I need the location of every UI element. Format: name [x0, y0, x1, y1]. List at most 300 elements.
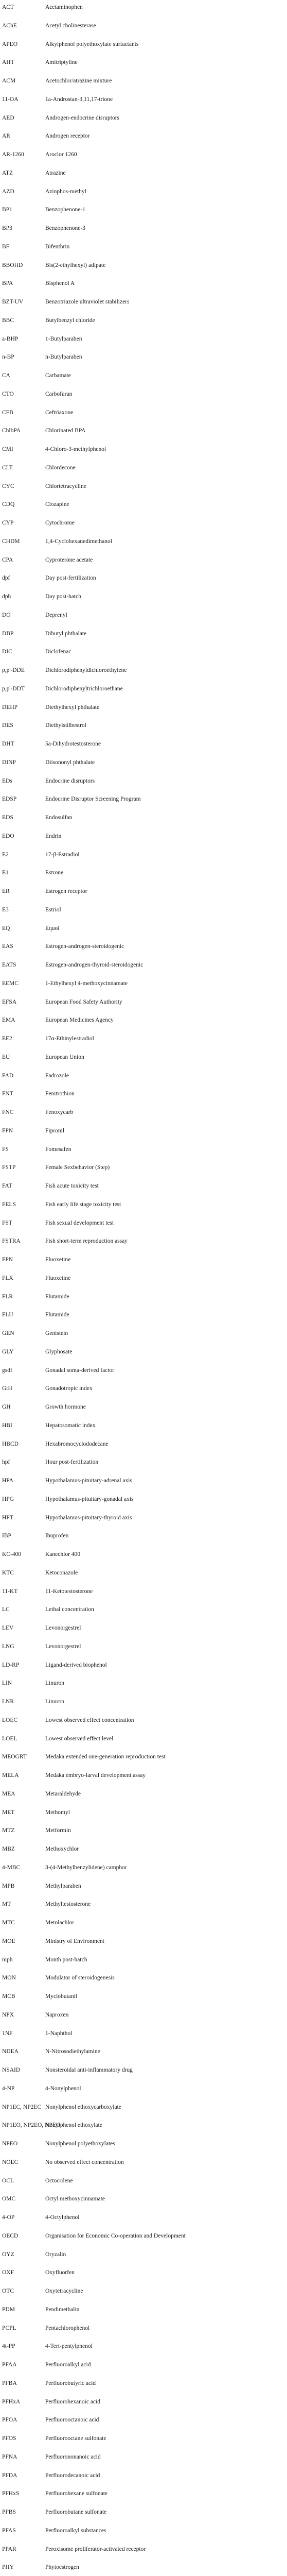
abbreviation-definition: Ministry of Environment	[45, 1938, 104, 1944]
abbreviation-definition: Nonsteroidal anti-inflammatory drug	[45, 2067, 133, 2073]
abbreviation-row	[0, 1421, 287, 1440]
abbreviation-row	[0, 224, 287, 243]
abbreviation-row	[0, 1532, 287, 1550]
abbreviation-row	[0, 1311, 287, 1329]
abbreviation-term: BBOHD	[2, 262, 23, 268]
abbreviation-list	[0, 3, 287, 2576]
abbreviation-term: dpf	[2, 575, 10, 582]
abbreviation-term: FPN	[2, 1127, 13, 1134]
abbreviation-term: E1	[2, 870, 9, 876]
abbreviation-row	[0, 445, 287, 464]
abbreviation-term: DES	[2, 722, 13, 729]
abbreviation-row	[0, 1698, 287, 1716]
abbreviation-definition: Modulator of steroidogenesis	[45, 1975, 115, 1981]
abbreviation-row	[0, 279, 287, 298]
abbreviation-term: PFNA	[2, 2453, 17, 2460]
abbreviation-term: PFDA	[2, 2472, 17, 2479]
abbreviation-term: OXF	[2, 2269, 14, 2276]
abbreviation-definition: Fluoxetine	[45, 1275, 71, 1281]
abbreviation-definition: Perfluoroalkyl acid	[45, 2362, 91, 2368]
abbreviation-row	[0, 298, 287, 316]
abbreviation-term: DINP	[2, 759, 16, 766]
abbreviation-term: EFSA	[2, 998, 17, 1005]
abbreviation-term: 4-MBC	[2, 1864, 21, 1871]
abbreviation-row	[0, 1753, 287, 1771]
abbreviation-definition: Fenitrothion	[45, 1091, 75, 1097]
abbreviation-definition: Perfluorobutyric acid	[45, 2380, 96, 2386]
abbreviation-row	[0, 243, 287, 261]
abbreviation-row	[0, 2453, 287, 2471]
abbreviation-row	[0, 132, 287, 150]
abbreviation-term: DO	[2, 612, 11, 618]
abbreviation-definition: 5a-Dihydrotestosterone	[45, 741, 101, 747]
abbreviation-definition: Octocrilene	[45, 2177, 73, 2184]
abbreviation-row	[0, 906, 287, 924]
abbreviation-definition: n-Butylparaben	[45, 354, 82, 361]
abbreviation-row	[0, 2066, 287, 2084]
abbreviation-row	[0, 961, 287, 979]
abbreviation-definition: 11-Ketotestosterone	[45, 1588, 93, 1595]
abbreviation-row	[0, 1403, 287, 1421]
abbreviation-definition: Phytoestrogen	[45, 2564, 79, 2571]
abbreviation-definition: Amitriptyline	[45, 59, 78, 66]
abbreviation-row	[0, 2213, 287, 2232]
abbreviation-definition: Cytochrome	[45, 520, 75, 526]
abbreviation-definition: European Union	[45, 1054, 84, 1060]
abbreviation-term: EDSP	[2, 796, 17, 803]
abbreviation-definition: Medaka extended one-generation reproduction test	[45, 1754, 166, 1760]
abbreviation-term: MEA	[2, 1790, 15, 1797]
abbreviation-definition: Flutamide	[45, 1293, 69, 1300]
abbreviation-row	[0, 390, 287, 409]
abbreviation-term: MELA	[2, 1772, 19, 1778]
abbreviation-row	[0, 1477, 287, 1495]
abbreviation-definition: Acetyl cholinesterase	[45, 22, 96, 29]
abbreviation-row	[0, 1108, 287, 1127]
abbreviation-term: E2	[2, 851, 9, 858]
abbreviation-row	[0, 1514, 287, 1532]
abbreviation-term: PFHxS	[2, 2490, 20, 2497]
abbreviation-definition: Growth hormone	[45, 1404, 86, 1410]
abbreviation-definition: European Medicines Agency	[45, 1017, 114, 1024]
abbreviation-row	[0, 2103, 287, 2122]
abbreviation-term: FST	[2, 1219, 12, 1226]
abbreviation-row	[0, 1735, 287, 1753]
abbreviation-row	[0, 316, 287, 335]
abbreviation-definition: Endocrine disruptors	[45, 777, 95, 784]
abbreviation-row	[0, 2047, 287, 2066]
abbreviation-term: AR-1260	[2, 151, 24, 158]
abbreviation-row	[0, 2324, 287, 2343]
abbreviation-row	[0, 2158, 287, 2177]
abbreviation-definition: Fluoxetine	[45, 1257, 71, 1263]
abbreviation-row	[0, 353, 287, 371]
abbreviation-term: MEOGRT	[2, 1754, 27, 1760]
abbreviation-definition: Methylparaben	[45, 1883, 81, 1889]
abbreviation-definition: Androgen receptor	[45, 133, 90, 140]
abbreviation-definition: Lowest observed effect concentration	[45, 1717, 134, 1723]
abbreviation-row	[0, 574, 287, 592]
abbreviation-row	[0, 1808, 287, 1827]
abbreviation-row	[0, 832, 287, 851]
abbreviation-term: MCB	[2, 1993, 15, 1999]
abbreviation-definition: Alkylphenol polyethoxylate surfactants	[45, 41, 139, 47]
abbreviation-term: EEMC	[2, 980, 19, 987]
abbreviation-definition: Metolachlor	[45, 1920, 75, 1926]
abbreviation-term: AZD	[2, 188, 14, 195]
abbreviation-definition: Endosulfan	[45, 815, 73, 821]
abbreviation-term: HBCD	[2, 1440, 19, 1447]
abbreviation-definition: Naproxen	[45, 2011, 69, 2018]
abbreviation-definition: Perfluorooctanoic acid	[45, 2417, 99, 2424]
abbreviation-definition: Androgen-endocrine disruptors	[45, 114, 120, 121]
abbreviation-term: EMA	[2, 1017, 15, 1024]
abbreviation-term: CFB	[2, 409, 13, 416]
abbreviation-row	[0, 22, 287, 40]
abbreviation-row	[0, 1679, 287, 1698]
abbreviation-row	[0, 924, 287, 943]
abbreviation-row	[0, 2563, 287, 2576]
abbreviation-row	[0, 1992, 287, 2011]
abbreviation-term: a-BHP	[2, 335, 19, 342]
abbreviation-row	[0, 2121, 287, 2140]
abbreviation-definition: Fipronil	[45, 1127, 65, 1134]
abbreviation-term: BPA	[2, 280, 13, 287]
abbreviation-row	[0, 77, 287, 95]
abbreviation-term: MTZ	[2, 1827, 15, 1834]
abbreviation-row	[0, 1661, 287, 1680]
abbreviation-definition: Carbamate	[45, 372, 71, 379]
abbreviation-definition: Pendimethalin	[45, 2306, 80, 2313]
abbreviation-row	[0, 537, 287, 556]
abbreviation-definition: Peroxisome proliferator-activated receptor	[45, 2546, 146, 2552]
abbreviation-definition: 17α-Ethinylestradiol	[45, 1036, 94, 1042]
abbreviation-row	[0, 1274, 287, 1293]
abbreviation-definition: Flutamide	[45, 1312, 69, 1318]
abbreviation-row	[0, 1127, 287, 1145]
abbreviation-term: 11-OA	[2, 96, 19, 103]
abbreviation-definition: Perfluorohexane sulfonate	[45, 2490, 108, 2497]
abbreviation-row	[0, 2268, 287, 2287]
abbreviation-definition: Clozapine	[45, 501, 69, 508]
abbreviation-term: ER	[2, 888, 10, 894]
abbreviation-term: p,p'-DDT	[2, 685, 25, 692]
abbreviation-row	[0, 2287, 287, 2306]
abbreviation-term: hpf	[2, 1459, 10, 1466]
abbreviation-term: MON	[2, 1975, 16, 1981]
abbreviation-row	[0, 1053, 287, 1072]
abbreviation-term: NOEC	[2, 2159, 19, 2165]
abbreviation-definition: Diethylhexyl phthalate	[45, 704, 100, 710]
abbreviation-term: FLX	[2, 1275, 13, 1281]
abbreviation-term: CYP	[2, 520, 14, 526]
abbreviation-definition: 4-Tert-pentylphenol	[45, 2343, 93, 2350]
abbreviation-definition: Bis(2-ethylhexyl) adipate	[45, 262, 106, 268]
abbreviation-definition: Female Sexbehavior (Step)	[45, 1164, 110, 1171]
abbreviation-definition: Metformin	[45, 1827, 71, 1834]
abbreviation-term: 11-KT	[2, 1588, 18, 1595]
abbreviation-row	[0, 2306, 287, 2324]
abbreviation-definition: Acetochlor/atrazine mixture	[45, 78, 112, 84]
abbreviation-term: AED	[2, 114, 14, 121]
abbreviation-definition: 1a-Androstan-3,11,17-trione	[45, 96, 113, 103]
abbreviation-definition: Organisation for Economic Co-operation and Development	[45, 2232, 186, 2239]
abbreviation-term: FLR	[2, 1293, 13, 1300]
abbreviation-row	[0, 611, 287, 630]
abbreviation-definition: Levonorgestrel	[45, 1643, 81, 1650]
abbreviation-term: DHT	[2, 741, 14, 747]
abbreviation-term: PDM	[2, 2306, 15, 2313]
abbreviation-term: IBP	[2, 1533, 11, 1539]
abbreviation-definition: 1-Naphthol	[45, 2030, 73, 2037]
abbreviation-row	[0, 482, 287, 501]
abbreviation-definition: Medaka embryo-larval development assay	[45, 1772, 146, 1778]
abbreviation-definition: No observed effect concentration	[45, 2159, 124, 2165]
abbreviation-term: PFHxA	[2, 2398, 21, 2405]
abbreviation-term: MT	[2, 1901, 11, 1908]
abbreviation-definition: Estrone	[45, 870, 64, 876]
abbreviation-row	[0, 685, 287, 703]
abbreviation-definition: 17-β-Estradiol	[45, 851, 80, 858]
abbreviation-definition: Endrin	[45, 833, 62, 839]
abbreviation-term: BBC	[2, 317, 14, 324]
abbreviation-row	[0, 1771, 287, 1790]
abbreviation-definition: Fish sexual development test	[45, 1219, 114, 1226]
abbreviation-row	[0, 1716, 287, 1735]
abbreviation-definition: Oxyfluorfen	[45, 2269, 75, 2276]
abbreviation-term: PFBA	[2, 2380, 17, 2386]
abbreviation-term: HPG	[2, 1496, 14, 1502]
abbreviation-term: OMC	[2, 2196, 16, 2202]
abbreviation-definition: Diethylstilbestrol	[45, 722, 86, 729]
abbreviation-definition: Acetaminophen	[45, 4, 83, 10]
abbreviation-definition: 4-Nonylphenol	[45, 2085, 81, 2092]
abbreviation-term: ChlbPA	[2, 428, 21, 434]
abbreviation-term: DEHP	[2, 704, 18, 710]
abbreviation-definition: Nonylphenol ethoxycarboxylate	[45, 2104, 121, 2110]
abbreviation-term: FELS	[2, 1201, 16, 1208]
abbreviation-term: LNG	[2, 1643, 14, 1650]
abbreviation-row	[0, 1219, 287, 1238]
abbreviation-definition: Oxytetracycline	[45, 2288, 83, 2294]
abbreviation-term: KTC	[2, 1569, 14, 1576]
abbreviation-definition: Myclobutanil	[45, 1993, 77, 1999]
abbreviation-term: OTC	[2, 2288, 14, 2294]
abbreviation-term: GEN	[2, 1330, 14, 1336]
abbreviation-definition: Pentachlorophenol	[45, 2325, 90, 2331]
abbreviation-definition: Day post-hatch	[45, 594, 81, 600]
abbreviation-term: BZT-UV	[2, 299, 24, 305]
abbreviation-definition: Benzophenone-3	[45, 225, 85, 231]
abbreviation-row	[0, 150, 287, 169]
abbreviation-row	[0, 869, 287, 887]
abbreviation-term: p,p'-DDE	[2, 667, 25, 673]
abbreviation-row	[0, 666, 287, 685]
abbreviation-term: CA	[2, 372, 10, 379]
abbreviation-term: LEV	[2, 1625, 14, 1631]
abbreviation-term: PCPL	[2, 2325, 16, 2331]
abbreviation-term: ATZ	[2, 170, 13, 176]
abbreviation-definition: Fish acute toxicity test	[45, 1183, 99, 1189]
abbreviation-row	[0, 703, 287, 722]
abbreviation-row	[0, 2195, 287, 2213]
abbreviation-term: EDO	[2, 833, 14, 839]
abbreviation-term: 4-OP	[2, 2214, 15, 2221]
abbreviation-definition: European Food Safety Authority	[45, 998, 122, 1005]
abbreviation-row	[0, 58, 287, 77]
abbreviation-row	[0, 740, 287, 758]
abbreviation-row	[0, 1293, 287, 1311]
abbreviation-term: MPB	[2, 1883, 15, 1889]
abbreviation-row	[0, 2361, 287, 2379]
abbreviation-definition: Perfluorooctane sulfonate	[45, 2435, 106, 2442]
abbreviation-term: n-BP	[2, 354, 14, 361]
abbreviation-row	[0, 1348, 287, 1366]
abbreviation-row	[0, 2084, 287, 2103]
abbreviation-definition: 4-Octylphenol	[45, 2214, 80, 2221]
abbreviation-term: EATS	[2, 962, 16, 968]
abbreviation-term: OYZ	[2, 2251, 14, 2258]
abbreviation-row	[0, 1900, 287, 1919]
abbreviation-row	[0, 1919, 287, 1937]
abbreviation-row	[0, 1035, 287, 1053]
abbreviation-row	[0, 2342, 287, 2361]
abbreviation-term: FPN	[2, 1257, 13, 1263]
abbreviation-row	[0, 2398, 287, 2416]
abbreviation-definition: Fomesafen	[45, 1146, 71, 1153]
abbreviation-term: DIC	[2, 649, 12, 655]
abbreviation-term: PFBS	[2, 2509, 16, 2515]
abbreviation-definition: Chlortetracycline	[45, 483, 86, 489]
abbreviation-row	[0, 3, 287, 22]
abbreviation-term: E3	[2, 906, 9, 913]
abbreviation-definition: Gonadal soma-derived factor	[45, 1367, 115, 1374]
abbreviation-definition: Dibutyl phthalate	[45, 630, 87, 637]
abbreviation-definition: Octyl methoxycinnamate	[45, 2196, 105, 2202]
abbreviation-definition: Kanechlor 400	[45, 1551, 81, 1557]
abbreviation-definition: Chlordecone	[45, 464, 76, 471]
abbreviation-row	[0, 2471, 287, 2490]
abbreviation-row	[0, 188, 287, 206]
abbreviation-term: NP1EO, NP2EO, NPEO	[2, 2122, 61, 2129]
abbreviation-row	[0, 1790, 287, 1808]
abbreviation-definition: Ceftriaxone	[45, 409, 74, 416]
abbreviation-definition: 4-Chloro-3-methylphenol	[45, 446, 106, 452]
abbreviation-row	[0, 1605, 287, 1624]
abbreviation-definition: Dichlorodiphenyltrichloroethane	[45, 685, 123, 692]
abbreviation-row	[0, 1016, 287, 1035]
abbreviation-definition: Equol	[45, 925, 60, 931]
abbreviation-definition: Hour post-fertilization	[45, 1459, 99, 1466]
abbreviation-definition: Hypothalamus-pituitary-thyroid axis	[45, 1514, 132, 1521]
abbreviation-row	[0, 1366, 287, 1385]
abbreviation-definition: Benzotriazole ultraviolet stabilizers	[45, 299, 130, 305]
abbreviation-row	[0, 1882, 287, 1901]
abbreviation-definition: Hypothalamus-pituitary-adrenal axis	[45, 1478, 132, 1484]
abbreviation-definition: Azinphos-methyl	[45, 188, 86, 195]
abbreviation-row	[0, 1237, 287, 1256]
abbreviation-row	[0, 1200, 287, 1219]
abbreviation-definition: Endocrine Disruptor Screening Program	[45, 796, 141, 803]
abbreviation-row	[0, 2140, 287, 2158]
abbreviation-row	[0, 464, 287, 482]
abbreviation-definition: Fadrozole	[45, 1072, 69, 1079]
abbreviation-row	[0, 2379, 287, 2398]
abbreviation-row	[0, 1624, 287, 1642]
abbreviation-definition: Genistein	[45, 1330, 68, 1336]
abbreviation-row	[0, 942, 287, 961]
abbreviation-definition: Ketoconazole	[45, 1569, 78, 1576]
abbreviation-term: DBP	[2, 630, 14, 637]
abbreviation-definition: Deprenyl	[45, 612, 67, 618]
abbreviation-term: MTC	[2, 1920, 15, 1926]
abbreviation-term: CHDM	[2, 538, 20, 545]
abbreviation-term: GtH	[2, 1385, 12, 1392]
abbreviation-term: NDEA	[2, 2048, 19, 2055]
abbreviation-definition: Fish early life stage toxicity test	[45, 1201, 121, 1208]
abbreviation-term: NPX	[2, 2011, 14, 2018]
abbreviation-term: CYC	[2, 483, 14, 489]
abbreviation-term: CDQ	[2, 501, 15, 508]
abbreviation-term: PFAA	[2, 2362, 17, 2368]
abbreviation-definition: 1,4-Cyclohexanedimethanol	[45, 538, 112, 545]
abbreviation-row	[0, 758, 287, 777]
abbreviation-row	[0, 556, 287, 574]
abbreviation-row	[0, 169, 287, 188]
abbreviation-row	[0, 777, 287, 795]
abbreviation-row	[0, 887, 287, 906]
abbreviation-definition: N-Nitrosodiethylamine	[45, 2048, 100, 2055]
abbreviation-row	[0, 2434, 287, 2453]
abbreviation-definition: Bisphenol A	[45, 280, 75, 287]
abbreviation-definition: Perfluorobutane sulfonate	[45, 2509, 107, 2515]
abbreviation-row	[0, 1974, 287, 1992]
abbreviation-row	[0, 500, 287, 519]
abbreviation-term: NSAID	[2, 2067, 21, 2073]
abbreviation-row	[0, 1863, 287, 1882]
abbreviation-term: FSTRA	[2, 1238, 21, 1245]
abbreviation-definition: Bifenthrin	[45, 243, 70, 250]
abbreviation-definition: Diclofenac	[45, 649, 71, 655]
abbreviation-row	[0, 1329, 287, 1348]
abbreviation-definition: Carbofuran	[45, 391, 73, 397]
abbreviation-definition: Chlorinated BPA	[45, 428, 86, 434]
abbreviation-term: HPA	[2, 1478, 13, 1484]
abbreviation-definition: Estrogen-androgen-steroidogenic	[45, 943, 124, 950]
abbreviation-row	[0, 1182, 287, 1200]
abbreviation-term: BF	[2, 243, 10, 250]
abbreviation-term: EAS	[2, 943, 13, 950]
abbreviation-term: gsdf	[2, 1367, 12, 1374]
abbreviation-row	[0, 261, 287, 280]
abbreviation-row	[0, 1937, 287, 1956]
abbreviation-row	[0, 851, 287, 869]
abbreviation-term: CMI	[2, 446, 13, 452]
abbreviation-definition: Perfluoroalkyl substances	[45, 2527, 106, 2534]
abbreviation-term: ACM	[2, 78, 16, 84]
abbreviation-row	[0, 1569, 287, 1587]
abbreviation-definition: Lowest observed effect level	[45, 1735, 114, 1742]
abbreviation-term: 1NF	[2, 2030, 13, 2037]
abbreviation-row	[0, 409, 287, 427]
abbreviation-definition: Oryzalin	[45, 2251, 66, 2258]
abbreviation-term: PPAR	[2, 2546, 16, 2552]
abbreviation-term: FAT	[2, 1183, 12, 1189]
abbreviation-row	[0, 630, 287, 648]
abbreviation-term: FNC	[2, 1109, 14, 1115]
abbreviation-term: EE2	[2, 1036, 12, 1042]
abbreviation-term: CLT	[2, 464, 13, 471]
